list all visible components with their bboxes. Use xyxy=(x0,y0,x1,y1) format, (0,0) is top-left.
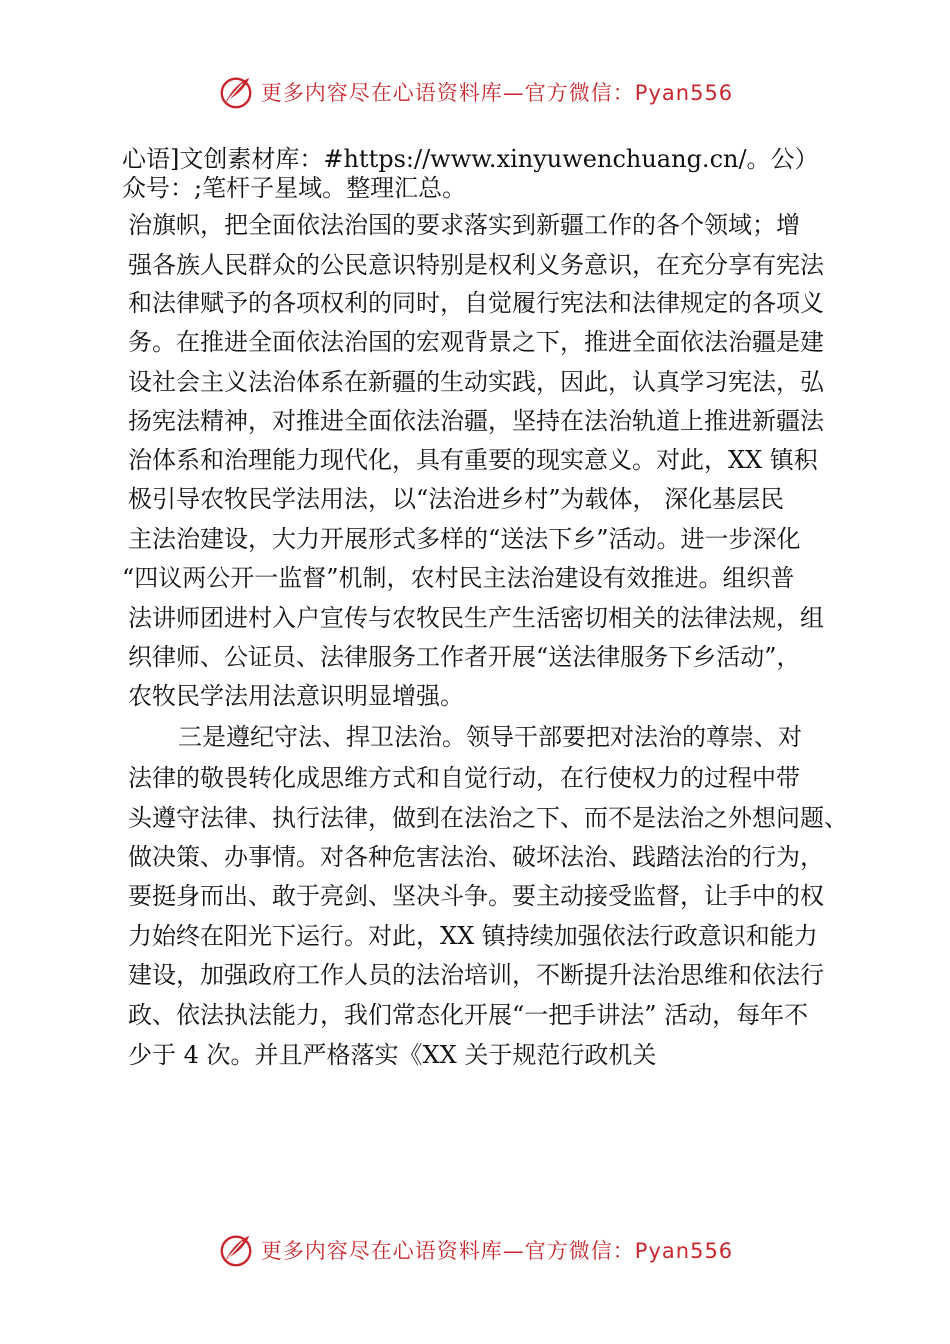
body-line: 力始终在阳光下运行。对此，XX 镇持续加强依法行政意识和能力 xyxy=(128,922,818,950)
watermark-text: 更多内容尽在心语资料库—官方微信：Pyan556 xyxy=(260,81,734,105)
header-watermark-banner xyxy=(0,70,950,114)
body-line: 农牧民学法用法意识明显增强。 xyxy=(128,682,464,710)
body-line: 织律师、公证员、法律服务工作者开展“送法律服务下乡活动”， xyxy=(128,643,801,671)
watermark-text: 更多内容尽在心语资料库—官方微信：Pyan556 xyxy=(260,1239,734,1263)
body-line: 头遵守法律、执行法律，做到在法治之下、而不是法治之外想问题、 xyxy=(128,804,848,832)
body-line: 治体系和治理能力现代化，具有重要的现实意义。对此，XX 镇积 xyxy=(128,446,818,474)
body-line: 扬宪法精神，对推进全面依法治疆，坚持在法治轨道上推进新疆法 xyxy=(128,407,824,435)
body-line: 要挺身而出、敢于亮剑、坚决斗争。要主动接受监督，让手中的权 xyxy=(128,882,824,910)
body-line: 建设，加强政府工作人员的法治培训，不断提升法治思维和依法行 xyxy=(128,961,824,989)
body-line: “四议两公开一监督”机制，农村民主法治建设有效推进。组织普 xyxy=(122,564,795,592)
body-line: 做决策、办事情。对各种危害法治、破坏法治、践踏法治的行为， xyxy=(128,843,824,871)
body-line: 法律的敬畏转化成思维方式和自觉行动，在行使权力的过程中带 xyxy=(128,764,800,792)
body-line: 政、依法执法能力，我们常态化开展“一把手讲法” 活动，每年不 xyxy=(128,1001,809,1029)
body-line: 法讲师团进村入户宣传与农牧民生产生活密切相关的法律法规，组 xyxy=(128,604,824,632)
body-line: 务。在推进全面依法治国的宏观背景之下，推进全面依法治疆是建 xyxy=(128,328,824,356)
body-line: 治旗帜，把全面依法治国的要求落实到新疆工作的各个领域；增 xyxy=(128,211,800,239)
feather-quill-logo-icon xyxy=(217,73,255,111)
source-note: 心语]文创素材库：#https://www.xinyuwenchuang.cn/。公）众号：;笔杆子星域。整理汇总。 xyxy=(122,145,819,202)
body-line: 和法律赋予的各项权利的同时，自觉履行宪法和法律规定的各项义 xyxy=(128,289,824,317)
body-line: 设社会主义法治体系在新疆的生动实践，因此，认真学习宪法，弘 xyxy=(128,368,824,396)
footer-watermark-banner xyxy=(0,1228,950,1272)
feather-quill-logo-icon xyxy=(217,1231,255,1269)
body-line: 主法治建设，大力开展形式多样的“送法下乡”活动。进一步深化 xyxy=(128,525,801,553)
body-line: 极引导农牧民学法用法，以“法治进乡村”为载体， 深化基层民 xyxy=(128,485,785,513)
body-line: 少于 4 次。并且严格落实《XX 关于规范行政机关 xyxy=(128,1041,657,1069)
body-line: 强各族人民群众的公民意识特别是权利义务意识，在充分享有宪法 xyxy=(128,251,824,279)
paragraph-start-line: 三是遵纪守法、捍卫法治。领导干部要把对法治的尊崇、对 xyxy=(178,723,802,751)
